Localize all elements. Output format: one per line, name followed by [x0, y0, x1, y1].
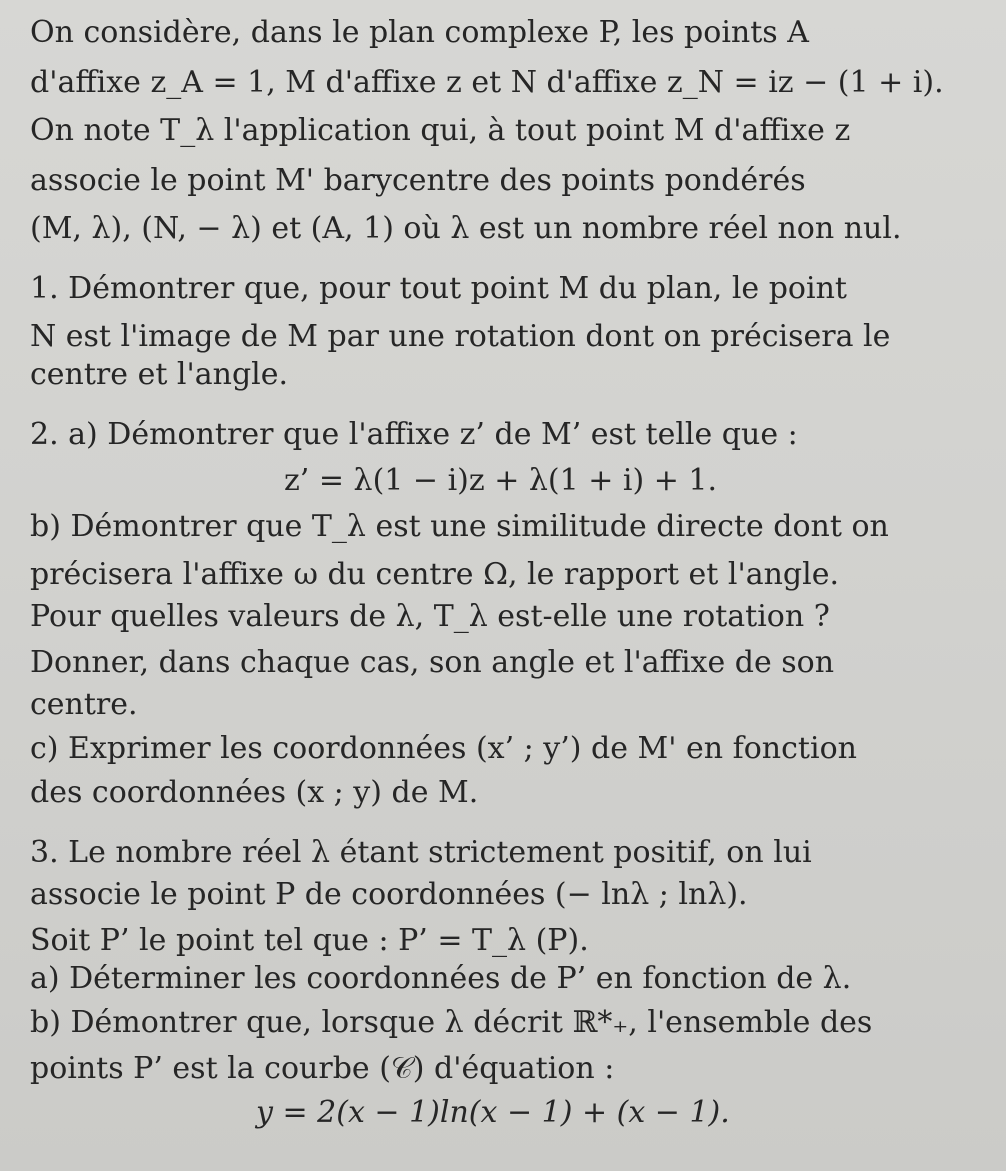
- text-line-18: 3. Le nombre réel λ étant strictement positif, on lui: [30, 835, 812, 870]
- text-line-19: associe le point P de coordonnées (− lnλ ; lnλ).: [30, 877, 748, 912]
- text-line-23: points P’ est la courbe (𝒞) d'équation :: [30, 1051, 615, 1086]
- text-line-2: d'affixe z_A = 1, M d'affixe z et N d'affixe z_N = iz − (1 + i).: [30, 65, 944, 100]
- text-line-12: précisera l'affixe ω du centre Ω, le rapport et l'angle.: [30, 557, 840, 592]
- text-line-5: (M, λ), (N, − λ) et (A, 1) où λ est un nombre réel non nul.: [30, 211, 902, 246]
- text-line-3: On note T_λ l'application qui, à tout point M d'affixe z: [30, 113, 851, 148]
- formula-curve-equation: y = 2(x − 1)ln(x − 1) + (x − 1).: [256, 1095, 730, 1130]
- text-line-14: Donner, dans chaque cas, son angle et l'affixe de son: [30, 645, 835, 680]
- text-line-22: b) Démontrer que, lorsque λ décrit ℝ*₊, l'ensemble des: [30, 1005, 873, 1040]
- text-line-9: 2. a) Démontrer que l'affixe z’ de M’ est telle que :: [30, 417, 798, 452]
- text-line-15: centre.: [30, 687, 138, 722]
- text-line-16: c) Exprimer les coordonnées (x’ ; y’) de M' en fonction: [30, 731, 857, 766]
- text-line-7: N est l'image de M par une rotation dont on précisera le: [30, 319, 891, 354]
- text-line-1: On considère, dans le plan complexe P, les points A: [30, 15, 809, 50]
- text-line-17: des coordonnées (x ; y) de M.: [30, 775, 479, 810]
- text-line-11: b) Démontrer que T_λ est une similitude directe dont on: [30, 509, 889, 544]
- text-line-21: a) Déterminer les coordonnées de P’ en fonction de λ.: [30, 961, 852, 996]
- text-line-13: Pour quelles valeurs de λ, T_λ est-elle une rotation ?: [30, 599, 830, 634]
- text-line-8: centre et l'angle.: [30, 357, 289, 392]
- formula-z-prime: z’ = λ(1 − i)z + λ(1 + i) + 1.: [284, 463, 718, 498]
- text-line-20: Soit P’ le point tel que : P’ = T_λ (P).: [30, 923, 589, 958]
- text-line-6: 1. Démontrer que, pour tout point M du plan, le point: [30, 271, 847, 306]
- text-line-4: associe le point M' barycentre des points pondérés: [30, 163, 806, 198]
